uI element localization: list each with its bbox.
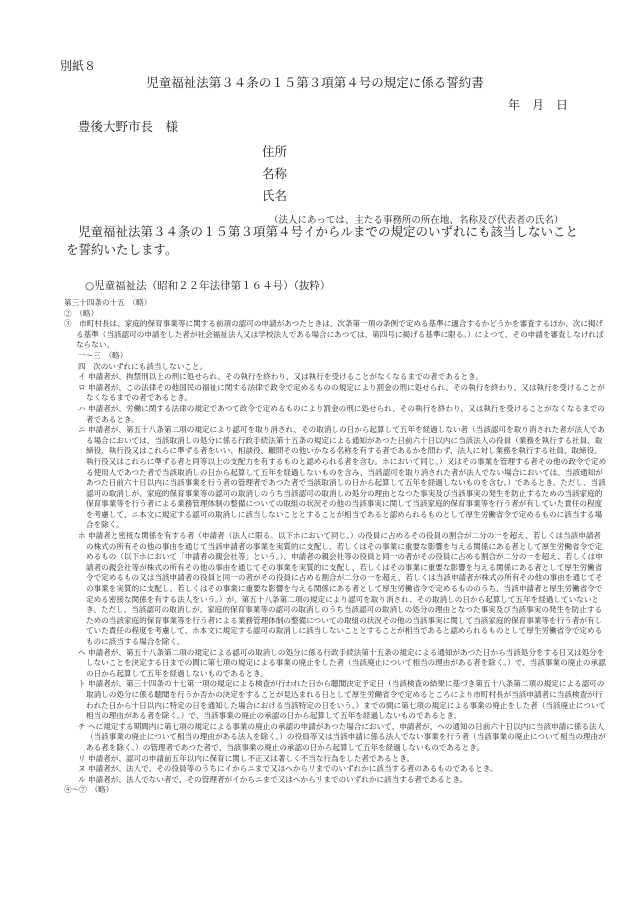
law-subitem-ru: ル 申請者が、法人でない者で、その管理者がイからニまで又はへからリまでのいずれかに該当する者であるとき。 [78, 774, 468, 784]
law-subitem-ni: ニ 申請者が、第五十八条第二項の規定により認可を取り消され、その取消しの日から起算して五年を経過しない者（当該認可を取り消された者が法人である場合においては、当該取消しの処分に係る行政手続法第十五条の規定による通知があつた日前六十日以内に当該法人の役員（業務を執行する社員、取締役、執行役又はこれらに準ずる者をいい、相談役、顧問その他いかなる名称を有する者であるかを問わず、法人に対し業務を執行する社員、取締役、執行役又はこれらに準ずる者と同等以上の支配力を有するものと認められる者を含む。ホにおいて同じ。）又はその事業を管理する者その他の政令で定める使用人であつた者で当該取消しの日から起算して五年を経過しないものを含み、当該認可を取り消された者が法人でない場合においては、当該通知があつた日前六十日以内に当該事業を行う者の管理者であつた者で当該取消しの日から起算して五年を経過しないものを含む。）であるとき。ただし、当該認可の取消しが、家庭的保育事業等の認可の取消しのうち当該認可の取消しの処分の理由となつた事実及び当該事実の発生を防止するための当該家庭的保育事業等を行う者による業務管理体制の整備についての取組の状況その他の当該事実に関して当該家庭的保育事業等を行う者が有していた責任の程度を考慮して、ニ本文に規定する認可の取消しに該当しないこととすることが相当であると認められるものとして厚生労働省令で定めるものに該当する場合を除く。 [78, 425, 607, 530]
law-subitem-chi: チ ヘに規定する期間内に第七項の規定による事業の廃止の承認の申請があつた場合において、申請者が、ヘの通知の日前六十日以内に当該申請に係る法人（当該事業の廃止について相当の理由がある法人を除く。）の役員等又は当該申請に係る法人でない事業を行う者（当該事業の廃止について相当の理由がある者を除く。）の管理者であつた者で、当該事業の廃止の承認の日から起算して五年を経過しないものであるとき。 [78, 721, 606, 752]
document-title: 児童福祉法第３４条の１５第３項第４号の規定に係る誓約書 [146, 75, 484, 90]
person-label: 氏名 [262, 188, 288, 203]
pledge-statement: 児童福祉法第３４条の１５第３項第４号イからルまでの規定のいずれにも該当しないことを誓約いたします。 [66, 224, 579, 257]
law-paragraph-2: ② （略） [64, 308, 99, 318]
law-subitem-he: ヘ 申請者が、第五十八条第二項の規定による認可の取消しの処分に係る行政手続法第十五条の規定による通知があつた日から当該処分をする日又は処分をしないことを決定する日までの間に第七項の規定による事業の廃止をした者（当該廃止について相当の理由がある者を除く。）で、当該事業の廃止の承認の日から起算して五年を経過しないものであるとき。 [78, 647, 606, 678]
law-items-1-3: 一～三 （略） [78, 350, 128, 360]
document-label: 別紙８ [60, 59, 97, 73]
address-label: 住所 [262, 144, 288, 159]
name-label: 名称 [262, 166, 288, 181]
law-subitem-ro: ロ 申請者が、この法律その他国民の福祉に関する法律で政令で定めるものの規定により罰金の刑に処せられ、その執行を終わり、又は執行を受けることがなくなるまでの者であるとき。 [78, 382, 605, 403]
addressee: 豊後大野市長 様 [78, 119, 179, 134]
date-line: 年 月 日 [507, 98, 568, 112]
law-subitem-to: ト 申請者が、第三十四条の十七第一項の規定による検査が行われた日から聴聞決定予定日（当該検査の結果に基づき第五十八条第二項の規定による認可の取消しの処分に係る聴聞を行うか否かの決定をすることが見込まれる日として厚生労働省令で定めるところにより市町村長が当該申請者に当該検査が行われた日から十日以内に特定の日を通知した場合における当該特定の日をいう。）までの間に第七項の規定による事業の廃止をした者（当該廃止について相当の理由がある者を除く。）で、当該事業の廃止の承認の日から起算して五年を経過しないものであるとき。 [78, 679, 607, 721]
law-paragraphs-4-7: ④～⑦ （略） [64, 785, 114, 795]
law-subitem-i: イ 申請者が、拘禁刑以上の刑に処せられ、その執行を終わり、又は執行を受けることがなくなるまでの者であるとき。 [78, 372, 484, 382]
law-subitem-nu: ヌ 申請者が、法人で、その役員等のうちにイからニまで又はへからリまでのいずれかに該当する者のあるものであるとき。 [78, 764, 498, 774]
law-excerpt-heading: ○児童福祉法（昭和２２年法律第１６４号）（抜粋） [85, 280, 331, 292]
law-item-4: 四 次のいずれにも該当しないこと。 [78, 361, 208, 371]
law-article-heading: 第三十四条の十五 （略） [64, 298, 152, 307]
law-subitem-ri: リ 申請者が、認可の申請前五年以内に保育に関し不正又は著しく不当な行為をした者であるとき。 [78, 753, 415, 763]
corporation-note: （法人にあっては、主たる事務所の所在地、名称及び代表者の氏名） [269, 215, 564, 226]
law-paragraph-3: ③ 市町村長は、家庭的保育事業等に関する前項の認可の申請があつたときは、次条第一項の条例で定める基準に適合するかどうかを審査するほか、次に掲げる基準（当該認可の申請をした者が社会福祉法人又は学校法人である場合にあつては、第四号に掲げる基準に限る。）によつて、その申請を審査しなければならない。 [64, 319, 604, 350]
law-subitem-ha: ハ 申請者が、労働に関する法律の規定であつて政令で定めるものにより罰金の刑に処せられ、その執行を終わり、又は執行を受けることがなくなるまでの者であるとき。 [78, 403, 605, 424]
law-subitem-ho: ホ 申請者と密接な関係を有する者（申請者（法人に限る。以下ホにおいて同じ。）の役員に占めるその役員の割合が二分の一を超え、若しくは当該申請者の株式の所有その他の事由を通じて当該申請者の事業を実質的に支配し、若しくはその事業に重要な影響を与える関係にある者として厚生労働省令で定めるもの（以下ホにおいて「申請者の親会社等」という。）、申請者の親会社等の役員と同一の者がその役員に占める割合が二分の一を超え、若しくは申請者の親会社等が株式の所有その他の事由を通じてその事業を実質的に支配し、若しくはその事業に重要な影響を与える関係にある者として厚生労働省令で定めるもの又は当該申請者の役員と同一の者がその役員に占める割合が二分の一を超え、若しくは当該申請者が株式の所有その他の事由を通じてその事業を実質的に支配し、若しくはその事業に重要な影響を与える関係にある者として厚生労働省令で定めるもののうち、当該申請者と厚生労働省令で定める密接な関係を有する法人をいう。）が、第五十八条第二項の規定により認可を取り消され、その取消しの日から起算して五年を経過していないとき。ただし、当該認可の取消しが、家庭的保育事業等の認可の取消しのうち当該認可の取消しの処分の理由となつた事実及び当該事実の発生を防止するための当該家庭的保育事業等を行う者による業務管理体制の整備についての取組の状況その他の当該事実に関して当該家庭的保育事業等を行う者が有していた責任の程度を考慮して、ホ本文に規定する認可の取消しに該当しないこととすることが相当であると認められるものとして厚生労働省令で定めるものに該当する場合を除く。 [78, 531, 603, 646]
law-excerpt [64, 298, 608, 796]
